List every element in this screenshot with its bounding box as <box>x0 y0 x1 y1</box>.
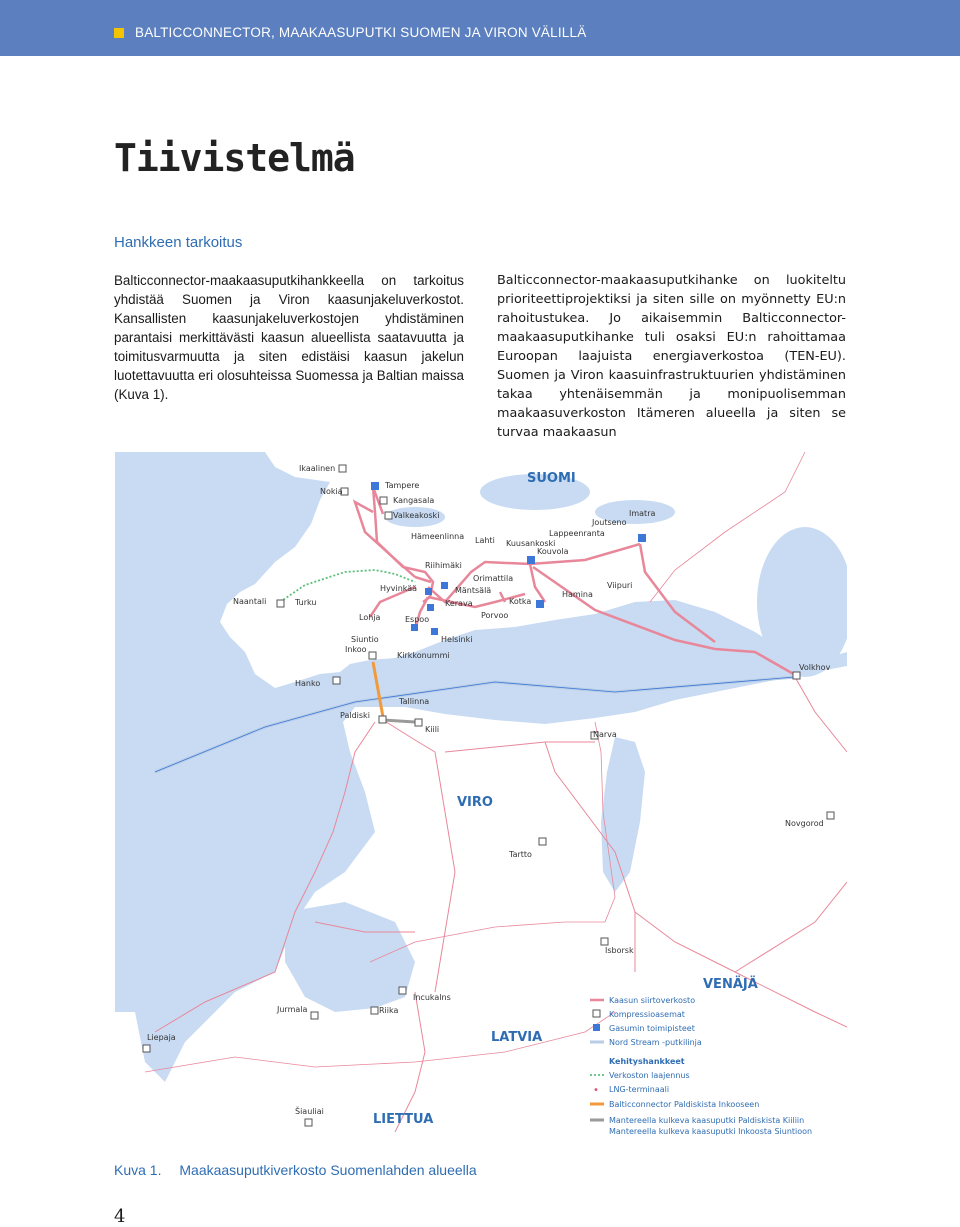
place-label: Joutseno <box>592 518 627 527</box>
gas-network-map <box>115 452 847 1142</box>
place-label: Volkhov <box>799 663 831 672</box>
place-label: Tartto <box>509 850 532 859</box>
place-label: Espoo <box>405 615 430 624</box>
place-label: Kuusankoski <box>506 539 556 548</box>
place-label: Lahti <box>475 536 495 545</box>
legend-label: LNG-terminaali <box>609 1085 670 1094</box>
place-label: Inkoo <box>345 645 367 654</box>
place-label: Kiili <box>425 725 440 734</box>
place-label: Hämeenlinna <box>411 532 465 541</box>
country-label: LATVIA <box>491 1030 543 1045</box>
legend-label: Nord Stream -putkilinja <box>609 1038 702 1047</box>
place-label: Kerava <box>445 599 473 608</box>
country-label: SUOMI <box>527 471 576 486</box>
lng-icon: • <box>593 1085 599 1096</box>
legend-label: Kompressioasemat <box>609 1010 685 1019</box>
header-bar <box>0 0 960 56</box>
legend-label: Verkoston laajennus <box>609 1071 690 1080</box>
place-label: Imatra <box>629 509 656 518</box>
place-label: Porvoo <box>481 611 509 620</box>
place-label: Helsinki <box>441 635 473 644</box>
place-label: Viipuri <box>607 581 633 590</box>
section-heading: Hankkeen tarkoitus <box>114 234 243 251</box>
header-title: BALTICCONNECTOR, MAAKAASUPUTKI SUOMEN JA VIRON VÄLILLÄ <box>135 25 587 40</box>
figure-caption <box>114 1162 477 1178</box>
place-label: Šiauliai <box>295 1107 324 1116</box>
place-label: Turku <box>295 598 317 607</box>
country-label: LIETTUA <box>373 1112 434 1127</box>
page-title: Tiivistelmä <box>114 136 355 180</box>
legend-label: Mantereella kulkeva kaasuputki Inkoosta Siuntioon <box>609 1127 813 1136</box>
place-label: Isborsk <box>605 946 634 955</box>
place-label: Paldiski <box>340 711 370 720</box>
place-label: Siuntio <box>351 635 379 644</box>
legend-label: Mantereella kulkeva kaasuputki Paldiskista Kiiliin <box>609 1116 805 1125</box>
legend-label: Kaasun siirtoverkosto <box>609 996 696 1005</box>
legend-label: Gasumin toimipisteet <box>609 1024 695 1033</box>
place-label: Hanko <box>295 679 321 688</box>
country-label: VENÄJÄ <box>703 977 758 992</box>
place-label: Narva <box>593 730 617 739</box>
place-label: Hyvinkää <box>380 584 418 593</box>
place-label: Riika <box>379 1006 399 1015</box>
place-label: Ikaalinen <box>299 464 336 473</box>
place-label: Tampere <box>385 481 420 490</box>
legend-title: Kehityshankkeet <box>609 1057 685 1066</box>
place-label: Riihimäki <box>425 561 462 570</box>
place-label: Orimattila <box>473 574 514 583</box>
header-bullet-icon <box>114 28 124 38</box>
place-label: Kotka <box>509 597 532 606</box>
place-label: Liepaja <box>147 1033 176 1042</box>
place-label: Lohja <box>359 613 381 622</box>
paragraph-left: Balticconnector-maakaasuputkihankkeella on tarkoitus yhdistää Suomen ja Viron kaasunjakeluverkostot. Kansallisten kaasunjakeluverkostojen yhdistäminen parantaisi merkittävästi kaasun alueellista saatavuutta ja toimitusvarmuutta ja siten edistäisi kaasun jakelun luotettavuutta eri olosuhteissa Suomessa ja Baltian maissa (Kuva 1). <box>114 273 464 402</box>
country-label: VIRO <box>457 795 493 810</box>
page-number: 4 <box>114 1206 126 1227</box>
legend-label: Balticconnector Paldiskista Inkooseen <box>609 1100 760 1109</box>
place-label: Mäntsälä <box>455 586 492 595</box>
place-label: Kouvola <box>537 547 569 556</box>
place-label: Kangasala <box>393 496 435 505</box>
place-label: Hamina <box>562 590 593 599</box>
place-label: Lappeenranta <box>549 529 605 538</box>
place-label: Kirkkonummi <box>397 651 450 660</box>
place-label: Valkeakoski <box>393 511 440 520</box>
place-label: Incukalns <box>413 993 451 1002</box>
place-label: Naantali <box>233 597 267 606</box>
place-label: Jurmala <box>277 1005 308 1014</box>
place-label: Nokia <box>320 487 343 496</box>
figure-caption-text: Maakaasuputkiverkosto Suomenlahden alueella <box>179 1162 477 1178</box>
paragraph-right: Balticconnector-maakaasuputkihanke on luokiteltu prioriteettiprojektiksi ja siten sille on myönnetty EU:n rahoitustukea. Jo aikaisemmin Balticconnector-maakaasuputkihanke tuli osaksi EU:n rahoittamaa Euroopan laajuista energiaverkostoa (TEN-EU). Suomen ja Viron kaasuinfrastruktuurien yhdistäminen takaa yhtenäisemmän ja monipuolisemman maakaasuverkoston Itämeren alueella ja siten se turvaa maakaasun <box>497 273 846 440</box>
place-label: Novgorod <box>785 819 824 828</box>
figure-number: Kuva 1. <box>114 1162 162 1178</box>
onshore-pipe-paldiski-kiili <box>383 720 415 722</box>
place-label: Tallinna <box>399 697 430 706</box>
